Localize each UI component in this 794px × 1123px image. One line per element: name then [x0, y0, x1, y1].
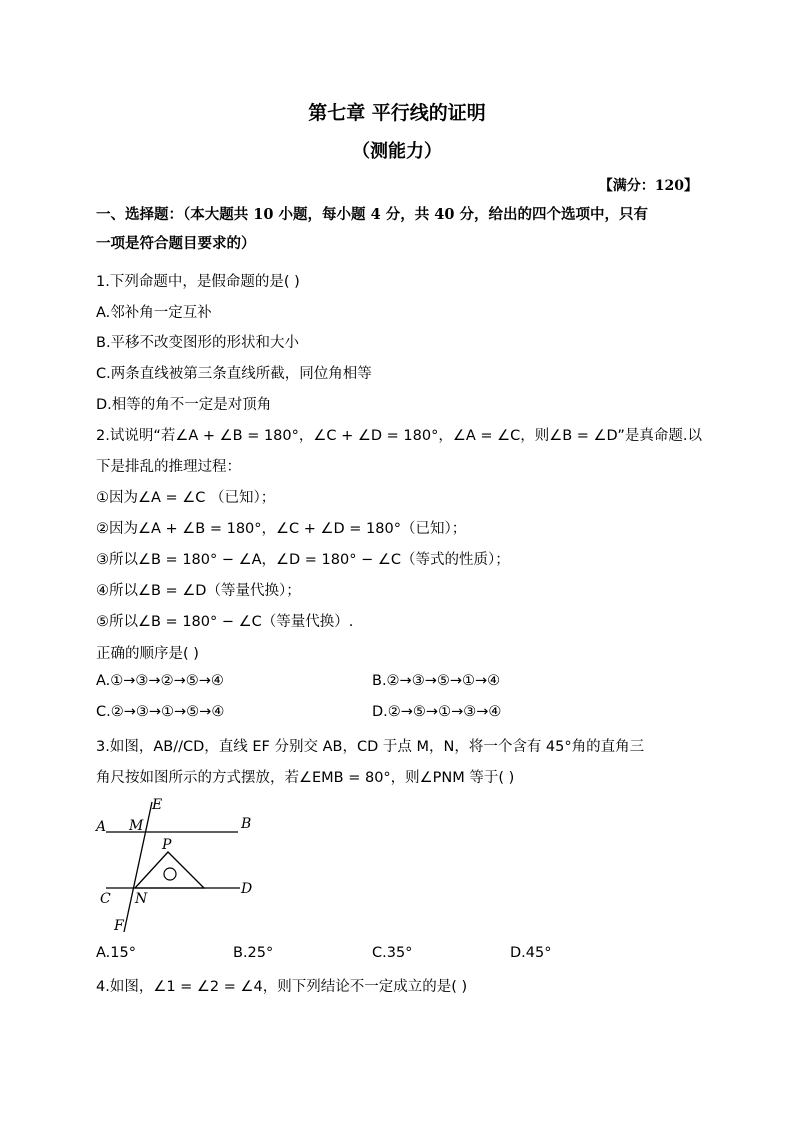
- q2-step-4: ④所以∠B = ∠D（等量代换）；: [96, 583, 301, 599]
- label-f: F: [114, 918, 124, 934]
- q3-option-d: D.45°: [510, 945, 552, 961]
- section-heading-2: 一项是符合题目要求的）: [96, 235, 256, 252]
- q2-stem-line2: 下是排乱的推理过程：: [96, 459, 241, 475]
- q2-prompt: 正确的顺序是( ): [96, 646, 199, 662]
- q4-stem: 4.如图，∠1 = ∠2 = ∠4，则下列结论不一定成立的是( ): [96, 979, 468, 995]
- q2-option-b: B.②→③→⑤→①→④: [372, 673, 501, 689]
- q2-stem-line1: 2.试说明“若∠A + ∠B = 180°，∠C + ∠D = 180°，∠A = ∠C，则∠B = ∠D”是真命题.以: [96, 428, 702, 444]
- set-square-hole: [164, 868, 176, 880]
- label-m: M: [129, 818, 144, 834]
- q3-option-c: C.35°: [372, 945, 413, 961]
- q3-stem-line1: 3.如图，AB//CD，直线 EF 分别交 AB，CD 于点 M，N，将一个含有 45°角的直角三: [96, 739, 645, 755]
- set-square-triangle: [135, 852, 204, 888]
- section-heading-1: 一、选择题：（本大题共 10 小题，每小题 4 分，共 40 分，给出的四个选项中，只有: [96, 206, 648, 223]
- label-b: B: [241, 816, 252, 832]
- q2-step-5: ⑤所以∠B = 180° − ∠C（等量代换）.: [96, 614, 354, 630]
- q3-option-b: B.25°: [233, 945, 274, 961]
- q2-option-c: C.②→③→①→⑤→④: [96, 704, 225, 720]
- label-e: E: [152, 797, 163, 813]
- page-title: 第七章 平行线的证明: [308, 102, 486, 124]
- q3-stem-line2: 角尺按如图所示的方式摆放，若∠EMB = 80°，则∠PNM 等于( ): [96, 770, 515, 786]
- full-score: 【满分：120】: [598, 178, 698, 194]
- label-n: N: [135, 891, 148, 907]
- q1-option-b: B.平移不改变图形的形状和大小: [96, 335, 300, 351]
- label-c: C: [100, 891, 111, 907]
- q1-option-a: A.邻补角一定互补: [96, 305, 212, 321]
- q3-figure: [92, 792, 272, 938]
- q2-step-2: ②因为∠A + ∠B = 180°，∠C + ∠D = 180°（已知）；: [96, 521, 467, 537]
- q1-stem: 1.下列命题中，是假命题的是( ): [96, 274, 300, 290]
- q1-option-c: C.两条直线被第三条直线所截，同位角相等: [96, 366, 372, 382]
- label-d: D: [241, 881, 253, 897]
- q2-step-1: ①因为∠A = ∠C （已知）；: [96, 490, 276, 506]
- q2-option-d: D.②→⑤→①→③→④: [372, 704, 502, 720]
- q2-step-3: ③所以∠B = 180° − ∠A，∠D = 180° − ∠C（等式的性质）；: [96, 552, 510, 568]
- label-a: A: [96, 819, 107, 835]
- q3-option-a: A.15°: [96, 945, 136, 961]
- label-p: P: [162, 837, 172, 853]
- page-subtitle: （测能力）: [352, 141, 442, 162]
- q1-option-d: D.相等的角不一定是对顶角: [96, 397, 272, 413]
- q2-option-a: A.①→③→②→⑤→④: [96, 673, 224, 689]
